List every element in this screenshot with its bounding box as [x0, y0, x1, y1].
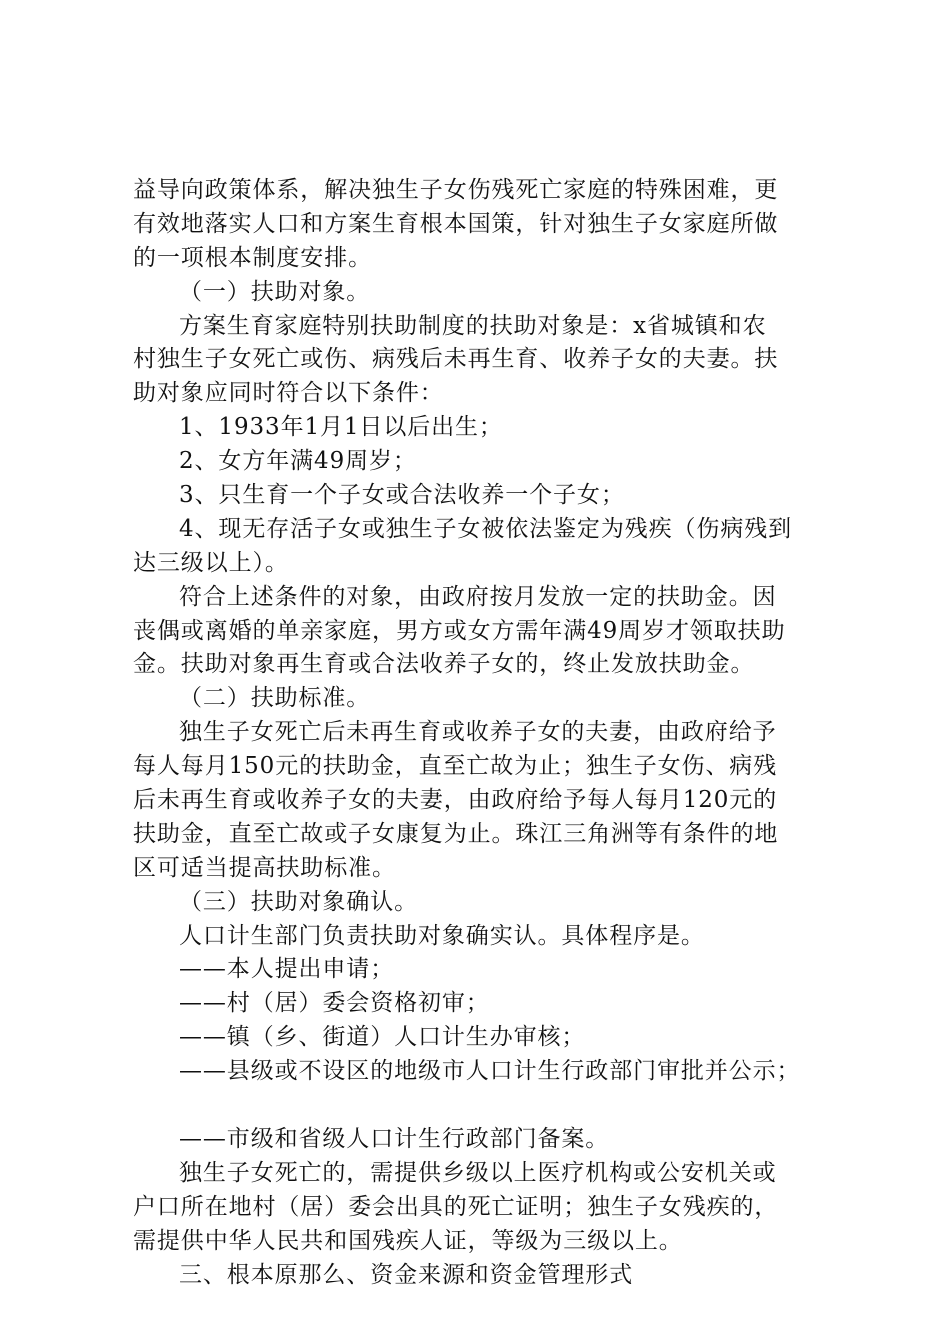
text-line: 独生子女死亡的，需提供乡级以上医疗机构或公安机关或 — [179, 1159, 777, 1186]
section-heading-principles: 三、根本原那么、资金来源和资金管理形式 — [179, 1261, 634, 1288]
text-line: 助对象应同时符合以下条件： — [133, 380, 444, 407]
procedure-step-3: ——镇（乡、街道）人口计生办审核； — [179, 1024, 586, 1051]
procedure-step-1: ——本人提出申请； — [179, 956, 395, 983]
text-line: 人口计生部门负责扶助对象确实认。具体程序是。 — [179, 922, 705, 949]
text-line: 区可适当提高扶助标准。 — [133, 854, 396, 881]
condition-item-3: 3、只生育一个子女或合法收养一个子女； — [179, 482, 625, 509]
text-line: 丧偶或离婚的单亲家庭，男方或女方需年满49周岁才领取扶助 — [133, 617, 786, 644]
text-line: 每人每月150元的扶助金，直至亡故为止；独生子女伤、病残 — [133, 753, 778, 780]
text-line: 需提供中华人民共和国残疾人证，等级为三级以上。 — [133, 1227, 683, 1254]
text-line: 达三级以上）。 — [133, 549, 289, 576]
procedure-step-2: ——村（居）委会资格初审； — [179, 990, 490, 1017]
text-line: 益导向政策体系，解决独生子女伤残死亡家庭的特殊困难，更 — [133, 177, 779, 203]
text-line: 的一项根本制度安排。 — [133, 244, 372, 271]
section-heading-confirmation: （三）扶助对象确认。 — [179, 888, 418, 915]
blank-line — [133, 1089, 823, 1123]
text-line: 后未再生育或收养子女的夫妻，由政府给予每人每月120元的 — [133, 787, 778, 814]
procedure-step-5: ——市级和省级人口计生行政部门备案。 — [179, 1125, 610, 1152]
text-line: 扶助金，直至亡故或子女康复为止。珠江三角洲等有条件的地 — [133, 820, 779, 847]
procedure-step-4: ——县级或不设区的地级市人口计生行政部门审批并公示； — [179, 1058, 801, 1085]
text-line: 符合上述条件的对象，由政府按月发放一定的扶助金。因 — [179, 583, 777, 610]
condition-item-1: 1、1933年1月1日以后出生； — [179, 414, 503, 441]
text-line: 有效地落实人口和方案生育根本国策，针对独生子女家庭所做 — [133, 210, 779, 237]
condition-item-4: 4、现无存活子女或独生子女被依法鉴定为残疾（伤病残到 — [179, 515, 793, 542]
section-heading-beneficiaries: （一）扶助对象。 — [179, 278, 371, 305]
text-line: 金。扶助对象再生育或合法收养子女的，终止发放扶助金。 — [133, 651, 755, 678]
text-line: 方案生育家庭特别扶助制度的扶助对象是：x省城镇和农 — [179, 312, 767, 339]
body-text — [133, 174, 823, 1292]
text-line: 独生子女死亡后未再生育或收养子女的夫妻，由政府给予 — [179, 719, 777, 746]
condition-item-2: 2、女方年满49周岁； — [179, 448, 417, 475]
text-line: 村独生子女死亡或伤、病残后未再生育、收养子女的夫妻。扶 — [133, 346, 779, 373]
section-heading-standards: （二）扶助标准。 — [179, 685, 371, 712]
text-line: 户口所在地村（居）委会出具的死亡证明；独生子女残疾的， — [133, 1193, 779, 1220]
